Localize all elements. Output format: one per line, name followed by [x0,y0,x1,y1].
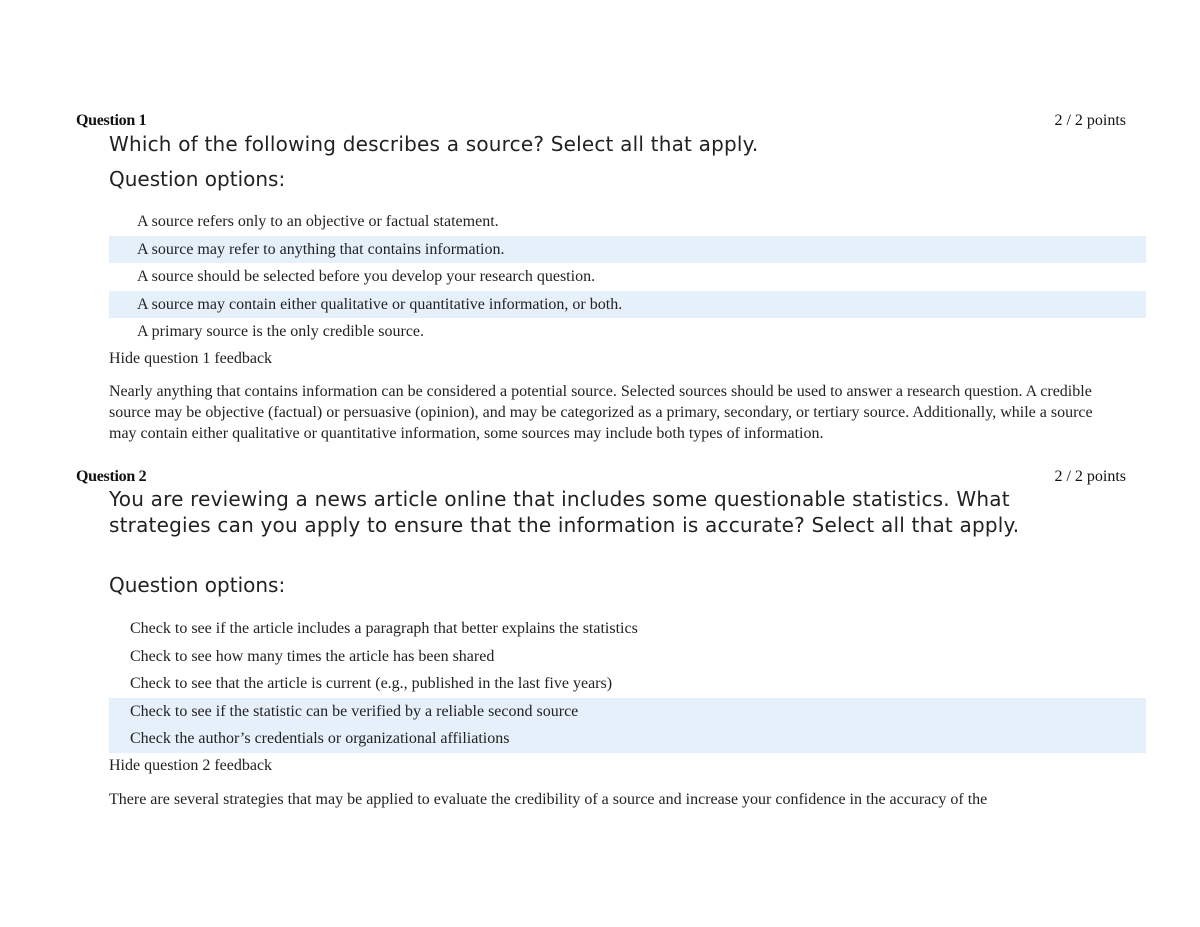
question-1-option[interactable]: A primary source is the only credible source. [137,323,425,340]
question-2-option[interactable]: Check to see if the article includes a paragraph that better explains the statistics [130,620,638,637]
question-2-feedback: There are several strategies that may be applied to evaluate the credibility of a source and increase your confidence in the accuracy of the [109,791,988,808]
question-2-points: 2 / 2 points [1054,468,1126,485]
question-1-title: Question 1 [76,112,147,129]
question-1-header [76,111,1126,131]
question-1-points: 2 / 2 points [1054,112,1126,129]
question-2-options [109,615,1146,753]
question-1-option[interactable]: A source should be selected before you develop your research question. [137,268,596,285]
question-1-options-label: Question options: [109,167,286,191]
question-1-options [109,208,1146,346]
question-2-option[interactable]: Check to see if the statistic can be verified by a reliable second source [109,698,1146,726]
question-2-options-label: Question options: [109,573,286,597]
question-2-option[interactable]: Check to see that the article is current (e.g., published in the last five years) [130,675,613,692]
question-1-option[interactable]: A source refers only to an objective or factual statement. [137,213,499,230]
question-1-option[interactable]: A source may contain either qualitative or quantitative information, or both. [109,291,1146,319]
question-2-header [76,467,1126,487]
question-1-text: Which of the following describes a source? Select all that apply. [109,132,759,156]
question-1-option[interactable]: A source may refer to anything that contains information. [109,236,1146,264]
question-2-option[interactable]: Check to see how many times the article has been shared [130,647,495,665]
hide-question-1-feedback-link[interactable]: Hide question 1 feedback [109,350,273,367]
question-1-feedback: Nearly anything that contains information can be considered a potential source. Selected sources should be used to answer a research question. A credible source may be objective (factual) or persuasive (opinion), and may be categorized as a primary, secondary, or tertiary source. Additionally, while a source may contain either qualitative or quantitative information, some sources may include both types of information. [109,383,1093,442]
hide-question-2-feedback-link[interactable]: Hide question 2 feedback [109,757,273,774]
question-2-option[interactable]: Check the author’s credentials or organizational affiliations [109,725,1146,753]
question-2-title: Question 2 [76,468,147,485]
question-2-text: You are reviewing a news article online that includes some questionable statistics. What strategies can you apply to ensure that the information is accurate? Select all that apply. [109,487,1020,537]
